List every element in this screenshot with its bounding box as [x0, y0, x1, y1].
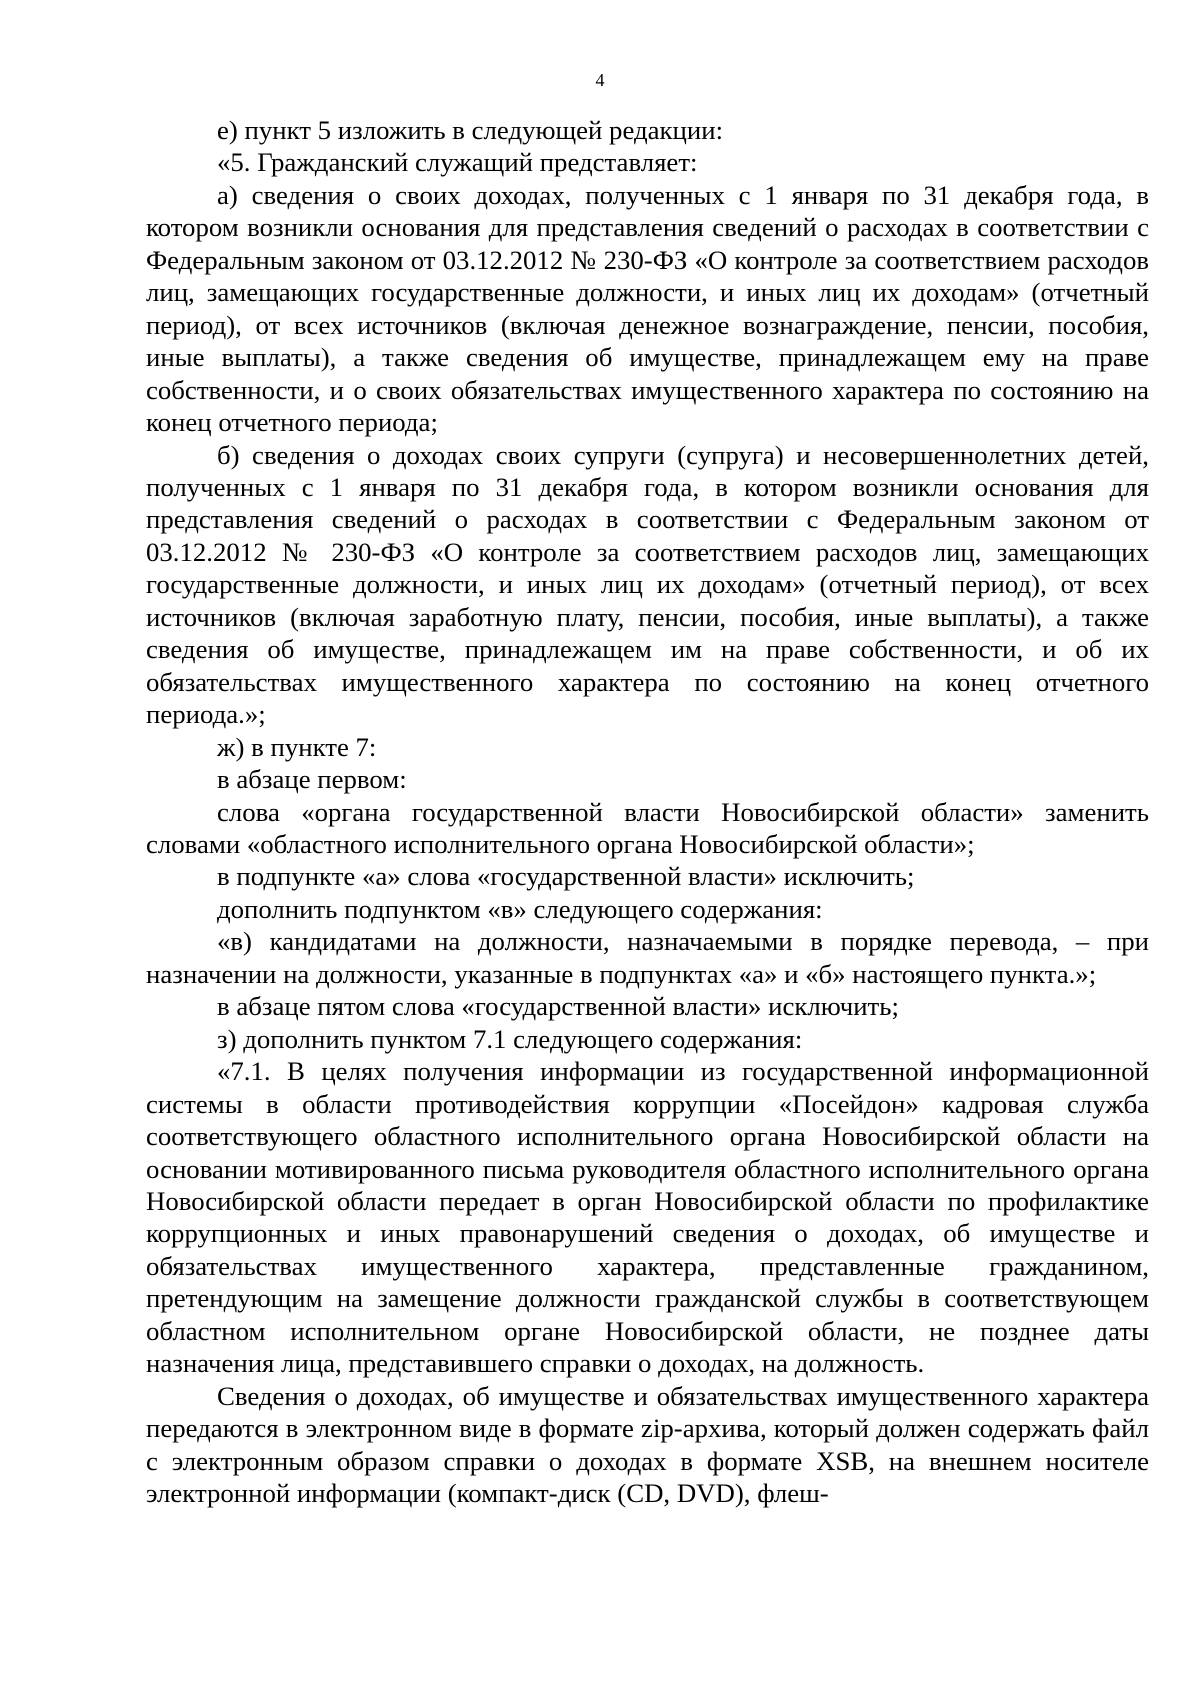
- paragraph-fifth-abzac: в абзаце пятом слова «государственной власти» исключить;: [217, 991, 899, 1022]
- paragraph-subpoint-a-exclude: в подпункте «а» слова «государственной власти» исключить;: [217, 861, 915, 892]
- paragraph-item-zh: ж) в пункте 7:: [217, 731, 377, 762]
- paragraph-item-z: з) дополнить пунктом 7.1 следующего содержания:: [217, 1023, 803, 1054]
- paragraph-subpoint-v: «в) кандидатами на должности, назначаемыми в порядке перевода, – при назначении на должности, указанные в подпунктах «а» и «б» настоящего пункта.»;: [146, 926, 1149, 989]
- paragraph-point-7-1: «7.1. В целях получения информации из государственной информационной системы в области противодействия коррупции «Посейдон» кадровая служба соответствующего областного исполнительного органа Новосибирской области на основании мотивированного письма руководителя областного исполнительного органа Новосибирской области передает в орган Новосибирской области по профилактике коррупционных и иных правонарушений сведения о доходах, об имуществе и обязательствах имущественного характера, представленные гражданином, претендующим на замещение должности гражданской службы в соответствующем областном исполнительном органе Новосибирской области, не позднее даты назначения лица, представившего справки о доходах, на должность.: [146, 1056, 1149, 1379]
- document-body: [146, 114, 1149, 1509]
- paragraph-point-5: «5. Гражданский служащий представляет:: [217, 147, 698, 178]
- paragraph-replace-words: слова «органа государственной власти Новосибирской области» заменить словами «областного исполнительного органа Новосибирской области»;: [146, 796, 1149, 859]
- paragraph-first-abzac: в абзаце первом:: [217, 764, 407, 795]
- paragraph-item-e: е) пункт 5 изложить в следующей редакции:: [217, 115, 724, 145]
- paragraph-add-subpoint-v: дополнить подпунктом «в» следующего содержания:: [217, 893, 823, 924]
- paragraph-subpoint-a: а) сведения о своих доходах, полученных с 1 января по 31 декабря года, в котором возникли основания для представления сведений о расходах в соответствии с Федеральным законом от 03.12.2012 № 230-ФЗ «О контроле за соответствием расходов лиц, замещающих государственные должности, и иных лиц их доходам» (отчетный период), от всех источников (включая денежное вознаграждение, пенсии, пособия, иные выплаты), а также сведения об имуществе, принадлежащем ему на праве собственности, и о своих обязательствах имущественного характера по состоянию на конец отчетного периода;: [146, 179, 1149, 438]
- paragraph-subpoint-b: б) сведения о доходах своих супруги (супруга) и несовершеннолетних детей, полученных с 1 января по 31 декабря года, в котором возникли основания для представления сведений о расходах в соответствии с Федеральным законом от 03.12.2012 № 230-ФЗ «О контроле за соответствием расходов лиц, замещающих государственные должности, и иных лиц их доходам» (отчетный период), от всех источников (включая заработную плату, пенсии, пособия, иные выплаты), а также сведения об имуществе, принадлежащем им на праве собственности, и об их обязательствах имущественного характера по состоянию на конец отчетного периода.»;: [146, 439, 1149, 730]
- page-number: 4: [595, 70, 605, 90]
- paragraph-electronic-transfer: Сведения о доходах, об имуществе и обязательствах имущественного характера передаются в электронном виде в формате zip-архива, который должен содержать файл с электронным образом справки о доходах в формате XSB, на внешнем носителе электронной информации (компакт-диск (CD, DVD), флеш-: [146, 1380, 1149, 1509]
